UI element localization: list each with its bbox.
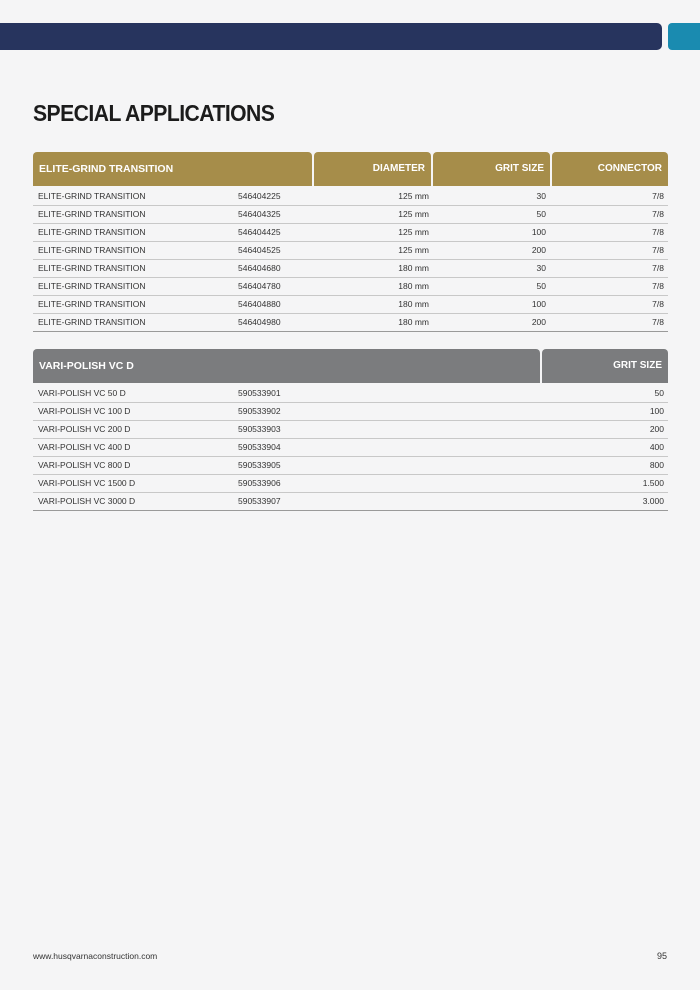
diameter-value: 180 mm [398,281,429,291]
table-row [33,493,668,511]
table-row [33,278,668,296]
table-row [33,188,668,206]
table-title: ELITE-GRIND TRANSITION [33,152,312,186]
page-number: 95 [656,951,667,961]
article-number: 546404880 [238,299,281,309]
column-header-diameter: DIAMETER [314,152,431,186]
grit-size-value: 50 [536,281,546,291]
grit-size-value: 50 [654,388,664,398]
diameter-value: 180 mm [398,299,429,309]
grit-size-value: 100 [649,406,664,416]
connector-value: 7/8 [652,227,664,237]
connector-value: 7/8 [652,281,664,291]
top-banner-accent [668,23,700,50]
footer-website-url[interactable]: www.husqvarnaconstruction.com [33,951,158,961]
table-row [33,403,668,421]
product-name: ELITE-GRIND TRANSITION [38,263,146,273]
grit-size-value: 800 [649,460,664,470]
product-name: ELITE-GRIND TRANSITION [38,245,146,255]
article-number: 590533907 [238,496,281,506]
grit-size-value: 100 [531,299,546,309]
grit-size-value: 100 [531,227,546,237]
diameter-value: 125 mm [398,245,429,255]
table-body [33,188,668,332]
table-row [33,475,668,493]
grit-size-value: 200 [649,424,664,434]
grit-size-value: 200 [531,245,546,255]
diameter-value: 180 mm [398,263,429,273]
product-name: ELITE-GRIND TRANSITION [38,209,146,219]
diameter-value: 125 mm [398,191,429,201]
article-number: 546404325 [238,209,281,219]
product-name: ELITE-GRIND TRANSITION [38,281,146,291]
article-number: 546404680 [238,263,281,273]
table-body [33,385,668,511]
table-row [33,421,668,439]
product-name: VARI-POLISH VC 400 D [38,442,131,452]
product-name: VARI-POLISH VC 200 D [38,424,131,434]
table-row [33,206,668,224]
elite-grind-table [33,152,668,332]
article-number: 546404225 [238,191,281,201]
table-row [33,260,668,278]
column-header-grit-size: GRIT SIZE [542,349,668,383]
product-name: VARI-POLISH VC 800 D [38,460,131,470]
table-row [33,385,668,403]
connector-value: 7/8 [652,263,664,273]
table-row [33,242,668,260]
page-title: SPECIAL APPLICATIONS [33,100,275,126]
article-number: 590533905 [238,460,281,470]
article-number: 546404780 [238,281,281,291]
grit-size-value: 3.000 [642,496,664,506]
grit-size-value: 1.500 [642,478,664,488]
column-header-grit-size: GRIT SIZE [433,152,550,186]
table-row [33,224,668,242]
connector-value: 7/8 [652,209,664,219]
product-name: VARI-POLISH VC 50 D [38,388,126,398]
connector-value: 7/8 [652,317,664,327]
grit-size-value: 50 [536,209,546,219]
top-banner-bar [0,23,662,50]
article-number: 590533903 [238,424,281,434]
product-name: ELITE-GRIND TRANSITION [38,191,146,201]
connector-value: 7/8 [652,191,664,201]
table-header [33,349,668,383]
article-number: 546404980 [238,317,281,327]
table-title: VARI-POLISH VC D [33,349,540,383]
product-name: VARI-POLISH VC 100 D [38,406,131,416]
table-row [33,439,668,457]
diameter-value: 125 mm [398,227,429,237]
grit-size-value: 30 [536,263,546,273]
product-name: VARI-POLISH VC 1500 D [38,478,136,488]
grit-size-value: 400 [649,442,664,452]
article-number: 546404425 [238,227,281,237]
product-name: ELITE-GRIND TRANSITION [38,227,146,237]
diameter-value: 180 mm [398,317,429,327]
table-row [33,296,668,314]
grit-size-value: 30 [536,191,546,201]
connector-value: 7/8 [652,245,664,255]
vari-polish-table [33,349,668,511]
connector-value: 7/8 [652,299,664,309]
product-name: ELITE-GRIND TRANSITION [38,299,146,309]
table-header [33,152,668,186]
article-number: 546404525 [238,245,281,255]
article-number: 590533902 [238,406,281,416]
article-number: 590533906 [238,478,281,488]
table-row [33,457,668,475]
diameter-value: 125 mm [398,209,429,219]
product-name: ELITE-GRIND TRANSITION [38,317,146,327]
table-row [33,314,668,332]
grit-size-value: 200 [531,317,546,327]
article-number: 590533904 [238,442,281,452]
article-number: 590533901 [238,388,281,398]
column-header-connector: CONNECTOR [552,152,668,186]
product-name: VARI-POLISH VC 3000 D [38,496,136,506]
